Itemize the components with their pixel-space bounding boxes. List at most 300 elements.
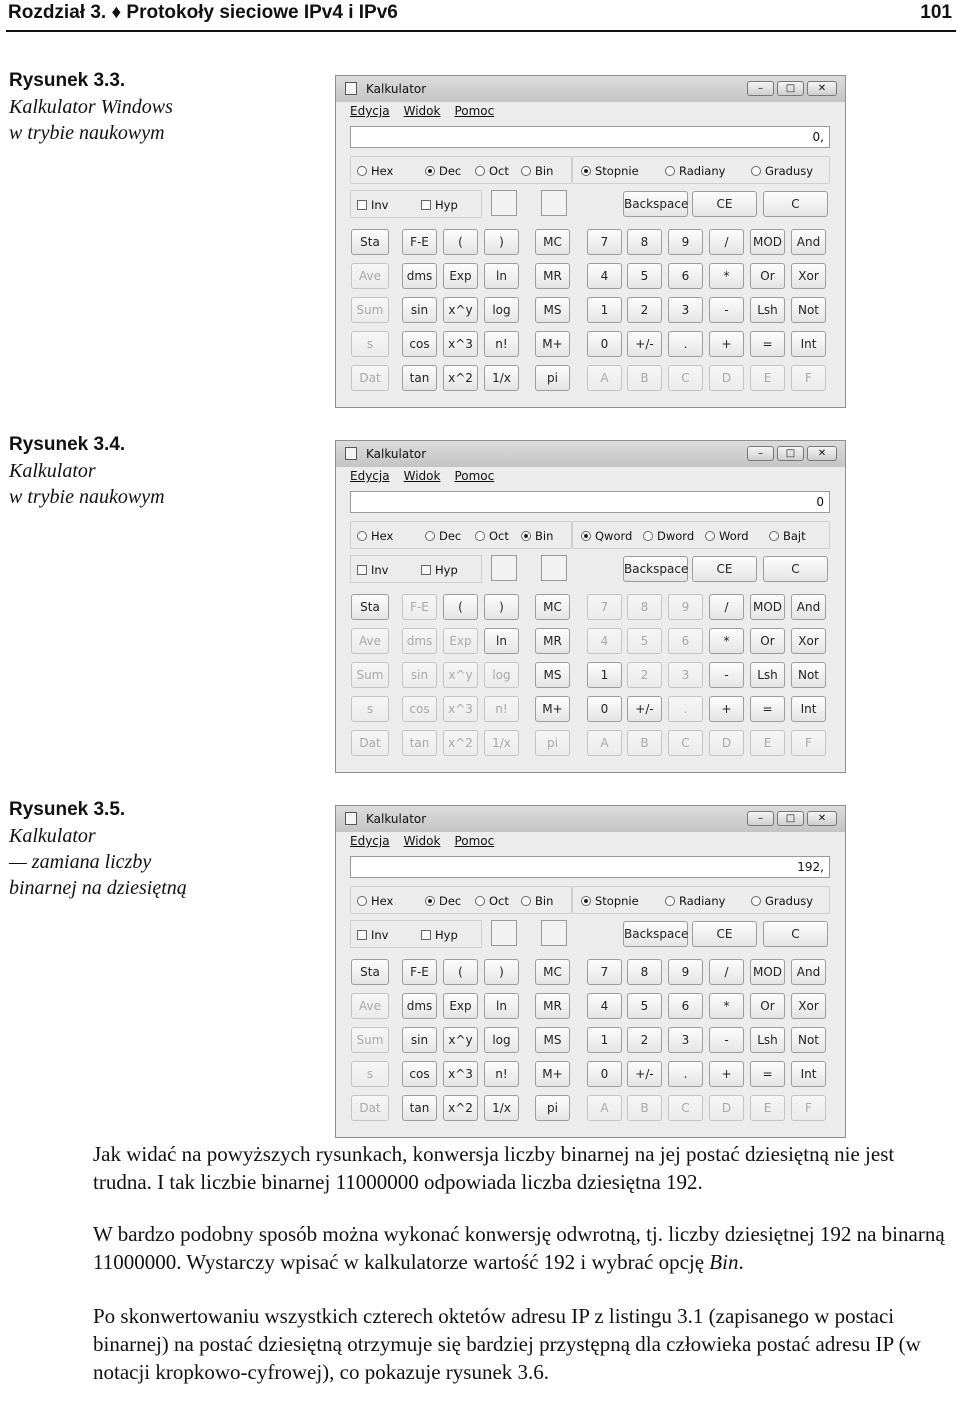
clear-button[interactable]: C: [763, 556, 828, 582]
radio-circle-icon: [521, 896, 531, 906]
radio-label: Radiany: [679, 164, 726, 178]
9-button[interactable]: 9: [668, 229, 703, 255]
d-button[interactable]: D: [709, 1095, 744, 1121]
s-button[interactable]: s: [351, 331, 389, 357]
radio-circle-icon: [769, 531, 779, 541]
7-button[interactable]: 7: [587, 229, 622, 255]
add-button[interactable]: +: [709, 696, 744, 722]
subtract-button[interactable]: -: [709, 662, 744, 688]
ln-button[interactable]: ln: [484, 993, 519, 1019]
cos-button[interactable]: cos: [402, 1061, 437, 1087]
ave-button[interactable]: Ave: [351, 263, 389, 289]
8-button[interactable]: 8: [627, 229, 662, 255]
f-e-button[interactable]: F-E: [402, 594, 437, 620]
radio-stopnie[interactable]: [581, 164, 639, 178]
hyp-checkbox[interactable]: [421, 563, 458, 577]
6-button[interactable]: 6: [668, 263, 703, 289]
log-button[interactable]: log: [484, 297, 519, 323]
mr-button[interactable]: MR: [535, 263, 570, 289]
and-button[interactable]: And: [791, 594, 826, 620]
sum-button[interactable]: Sum: [351, 1027, 389, 1053]
radio-circle-icon: [425, 896, 435, 906]
5-button[interactable]: 5: [627, 628, 662, 654]
4-button[interactable]: 4: [587, 628, 622, 654]
minimize-button[interactable]: –: [747, 811, 774, 826]
ave-button[interactable]: Ave: [351, 993, 389, 1019]
multiply-button[interactable]: *: [709, 263, 744, 289]
0-button[interactable]: 0: [587, 1061, 622, 1087]
e-button[interactable]: E: [750, 1095, 785, 1121]
menu-pomoc[interactable]: Pomoc: [454, 834, 495, 848]
figure-number: Rysunek 3.4.: [9, 434, 126, 455]
radio-label: Bin: [535, 529, 554, 543]
factorial-button[interactable]: n!: [484, 696, 519, 722]
radio-gradusy[interactable]: [751, 894, 813, 908]
radio-label: Hex: [371, 894, 394, 908]
paragraph-2-text: W bardzo podobny sposób można wykonać konwersję odwrotną, tj. liczby dziesiętnej 192 na binarną 11000000. Wystarczy wpisać w kalkulatorze wartość 192 i wybrać opcję: [93, 1222, 945, 1274]
d-button[interactable]: D: [709, 730, 744, 756]
maximize-button[interactable]: □: [777, 81, 804, 96]
menu-widok[interactable]: Widok: [403, 104, 441, 118]
page-number: 101: [920, 2, 952, 23]
radio-circle-icon: [425, 166, 435, 176]
equals-button[interactable]: =: [750, 331, 785, 357]
4-button[interactable]: 4: [587, 993, 622, 1019]
display-field[interactable]: 0: [350, 491, 830, 513]
cube-button[interactable]: x^3: [443, 1061, 478, 1087]
menu-edycja[interactable]: Edycja: [350, 834, 390, 848]
calculator-window-scientific-bin: [335, 440, 846, 773]
0-button[interactable]: 0: [587, 696, 622, 722]
paragraph-2: [93, 1220, 958, 1276]
radio-dec[interactable]: [425, 164, 461, 178]
e-button[interactable]: E: [750, 730, 785, 756]
square-button[interactable]: x^2: [443, 365, 478, 391]
figure-caption-3-4: [9, 432, 309, 510]
radio-qword[interactable]: [581, 529, 632, 543]
close-paren-button[interactable]: ): [484, 229, 519, 255]
minimize-button[interactable]: –: [747, 446, 774, 461]
backspace-button[interactable]: Backspace: [623, 191, 688, 217]
lsh-button[interactable]: Lsh: [750, 297, 785, 323]
subtract-button[interactable]: -: [709, 297, 744, 323]
radio-label: Gradusy: [765, 164, 814, 178]
3-button[interactable]: 3: [668, 662, 703, 688]
ce-button[interactable]: CE: [692, 556, 757, 582]
7-button[interactable]: 7: [587, 959, 622, 985]
decimal-button[interactable]: .: [668, 331, 703, 357]
c-button[interactable]: C: [668, 1095, 703, 1121]
subtract-button[interactable]: -: [709, 1027, 744, 1053]
parenthesis-indicator: [541, 920, 567, 946]
b-button[interactable]: B: [627, 1095, 662, 1121]
pi-button[interactable]: pi: [535, 730, 570, 756]
checkbox-label: Inv: [371, 198, 389, 212]
radio-circle-icon: [475, 531, 485, 541]
radio-circle-icon: [357, 531, 367, 541]
base-radio-group: [350, 886, 572, 914]
radio-stopnie[interactable]: [581, 894, 639, 908]
radio-label: Word: [719, 529, 749, 543]
caption-line: w trybie naukowym: [9, 122, 165, 144]
ln-button[interactable]: ln: [484, 628, 519, 654]
radio-label: Radiany: [679, 894, 726, 908]
d-button[interactable]: D: [709, 365, 744, 391]
radio-circle-icon: [425, 531, 435, 541]
s-button[interactable]: s: [351, 696, 389, 722]
sta-button[interactable]: Sta: [351, 594, 389, 620]
square-button[interactable]: x^2: [443, 1095, 478, 1121]
ave-button[interactable]: Ave: [351, 628, 389, 654]
b-button[interactable]: B: [627, 730, 662, 756]
radio-bajt[interactable]: [769, 529, 806, 543]
maximize-button[interactable]: □: [777, 811, 804, 826]
power-button[interactable]: x^y: [443, 1027, 478, 1053]
f-e-button[interactable]: F-E: [402, 229, 437, 255]
radio-bin[interactable]: [521, 894, 553, 908]
menu-bar: [350, 469, 508, 483]
checkbox-box-icon: [357, 200, 367, 210]
plus-minus-button[interactable]: +/-: [627, 1061, 662, 1087]
radio-circle-icon: [581, 896, 591, 906]
s-button[interactable]: s: [351, 1061, 389, 1087]
calculator-window-scientific-dec: [335, 75, 846, 408]
radio-circle-icon: [475, 896, 485, 906]
menu-pomoc[interactable]: Pomoc: [454, 104, 495, 118]
decimal-button[interactable]: .: [668, 696, 703, 722]
sum-button[interactable]: Sum: [351, 662, 389, 688]
radio-label: Hex: [371, 529, 394, 543]
exp-button[interactable]: Exp: [443, 263, 478, 289]
a-button[interactable]: A: [587, 1095, 622, 1121]
or-button[interactable]: Or: [750, 263, 785, 289]
radio-circle-icon: [665, 166, 675, 176]
parenthesis-indicator: [541, 190, 567, 216]
not-button[interactable]: Not: [791, 662, 826, 688]
parenthesis-indicator: [541, 555, 567, 581]
mc-button[interactable]: MC: [535, 959, 570, 985]
or-button[interactable]: Or: [750, 993, 785, 1019]
decimal-button[interactable]: .: [668, 1061, 703, 1087]
paragraph-3: Po skonwertowaniu wszystkich czterech oktetów adresu IP z listingu 3.1 (zapisanego w postaci binarnej) na postać dziesiętną otrzymuje się bardziej przystępną dla człowieka postać adresu IP (w notacji kropkowo-cyfrowej), co pokazuje rysunek 3.6.: [93, 1304, 921, 1384]
add-button[interactable]: +: [709, 331, 744, 357]
radio-bin[interactable]: [521, 164, 553, 178]
menu-widok[interactable]: Widok: [403, 469, 441, 483]
close-paren-button[interactable]: ): [484, 959, 519, 985]
inv-hyp-group: [350, 920, 482, 948]
radio-hex[interactable]: [357, 529, 393, 543]
tan-button[interactable]: tan: [402, 1095, 437, 1121]
inv-hyp-group: [350, 555, 482, 583]
mc-button[interactable]: MC: [535, 229, 570, 255]
mod-button[interactable]: MOD: [750, 594, 785, 620]
not-button[interactable]: Not: [791, 1027, 826, 1053]
7-button[interactable]: 7: [587, 594, 622, 620]
mc-button[interactable]: MC: [535, 594, 570, 620]
menu-edycja[interactable]: Edycja: [350, 104, 390, 118]
tan-button[interactable]: tan: [402, 730, 437, 756]
radio-oct[interactable]: [475, 894, 509, 908]
cube-button[interactable]: x^3: [443, 696, 478, 722]
caption-line: w trybie naukowym: [9, 486, 165, 508]
menu-widok[interactable]: Widok: [403, 834, 441, 848]
divide-button[interactable]: /: [709, 229, 744, 255]
open-paren-button[interactable]: (: [443, 959, 478, 985]
radio-radiany[interactable]: [665, 894, 725, 908]
equals-button[interactable]: =: [750, 696, 785, 722]
paragraph-1: Jak widać na powyższych rysunkach, konwersja liczby binarnej na jej postać dziesiętną nie jest trudna. I tak liczbie binarnej 11000000 odpowiada liczba dziesiętna 192.: [93, 1142, 895, 1194]
plus-minus-button[interactable]: +/-: [627, 331, 662, 357]
checkbox-box-icon: [421, 565, 431, 575]
radio-radiany[interactable]: [665, 164, 725, 178]
ms-button[interactable]: MS: [535, 662, 570, 688]
title-bar: [336, 76, 845, 102]
m--button[interactable]: M+: [535, 1061, 570, 1087]
xor-button[interactable]: Xor: [791, 993, 826, 1019]
radio-label: Dec: [439, 164, 462, 178]
inv-checkbox[interactable]: [357, 198, 389, 212]
divide-button[interactable]: /: [709, 959, 744, 985]
radio-circle-icon: [751, 166, 761, 176]
log-button[interactable]: log: [484, 662, 519, 688]
open-paren-button[interactable]: (: [443, 229, 478, 255]
divide-button[interactable]: /: [709, 594, 744, 620]
radio-bin[interactable]: [521, 529, 553, 543]
log-button[interactable]: log: [484, 1027, 519, 1053]
cos-button[interactable]: cos: [402, 696, 437, 722]
radio-hex[interactable]: [357, 164, 393, 178]
equals-button[interactable]: =: [750, 1061, 785, 1087]
6-button[interactable]: 6: [668, 628, 703, 654]
hyp-checkbox[interactable]: [421, 198, 458, 212]
sta-button[interactable]: Sta: [351, 229, 389, 255]
f-button[interactable]: F: [791, 1095, 826, 1121]
4-button[interactable]: 4: [587, 263, 622, 289]
close-paren-button[interactable]: ): [484, 594, 519, 620]
menu-pomoc[interactable]: Pomoc: [454, 469, 495, 483]
clear-button[interactable]: C: [763, 191, 828, 217]
5-button[interactable]: 5: [627, 263, 662, 289]
radio-circle-icon: [475, 166, 485, 176]
radio-label: Stopnie: [595, 164, 639, 178]
display-field[interactable]: 192,: [350, 856, 830, 878]
and-button[interactable]: And: [791, 229, 826, 255]
sta-button[interactable]: Sta: [351, 959, 389, 985]
sin-button[interactable]: sin: [402, 662, 437, 688]
radio-label: Qword: [595, 529, 633, 543]
and-button[interactable]: And: [791, 959, 826, 985]
mr-button[interactable]: MR: [535, 628, 570, 654]
9-button[interactable]: 9: [668, 594, 703, 620]
sum-button[interactable]: Sum: [351, 297, 389, 323]
tan-button[interactable]: tan: [402, 365, 437, 391]
8-button[interactable]: 8: [627, 594, 662, 620]
radio-circle-icon: [643, 531, 653, 541]
clear-button[interactable]: C: [763, 921, 828, 947]
inv-hyp-group: [350, 190, 482, 218]
close-button[interactable]: ✕: [807, 81, 837, 96]
paragraph-2-bin: Bin: [709, 1250, 739, 1274]
b-button[interactable]: B: [627, 365, 662, 391]
radio-word[interactable]: [705, 529, 749, 543]
minimize-button[interactable]: –: [747, 81, 774, 96]
xor-button[interactable]: Xor: [791, 628, 826, 654]
cube-button[interactable]: x^3: [443, 331, 478, 357]
memory-indicator: [491, 190, 517, 216]
dat-button[interactable]: Dat: [351, 365, 389, 391]
radio-dec[interactable]: [425, 894, 461, 908]
mod-button[interactable]: MOD: [750, 959, 785, 985]
radio-label: Bin: [535, 894, 554, 908]
pi-button[interactable]: pi: [535, 1095, 570, 1121]
caption-line: binarnej na dziesiętną: [9, 877, 187, 899]
multiply-button[interactable]: *: [709, 993, 744, 1019]
radio-circle-icon: [357, 166, 367, 176]
radio-label: Dword: [657, 529, 695, 543]
m--button[interactable]: M+: [535, 696, 570, 722]
window-title: Kalkulator: [366, 812, 427, 826]
3-button[interactable]: 3: [668, 297, 703, 323]
radio-label: Oct: [489, 894, 509, 908]
exp-button[interactable]: Exp: [443, 993, 478, 1019]
cos-button[interactable]: cos: [402, 331, 437, 357]
open-paren-button[interactable]: (: [443, 594, 478, 620]
add-button[interactable]: +: [709, 1061, 744, 1087]
0-button[interactable]: 0: [587, 331, 622, 357]
radio-oct[interactable]: [475, 164, 509, 178]
f-button[interactable]: F: [791, 730, 826, 756]
menu-edycja[interactable]: Edycja: [350, 469, 390, 483]
checkbox-label: Hyp: [435, 563, 458, 577]
mr-button[interactable]: MR: [535, 993, 570, 1019]
lsh-button[interactable]: Lsh: [750, 1027, 785, 1053]
caption-line: Kalkulator: [9, 460, 96, 482]
reciprocal-button[interactable]: 1/x: [484, 1095, 519, 1121]
backspace-button[interactable]: Backspace: [623, 921, 688, 947]
menu-bar: [350, 834, 508, 848]
dms-button[interactable]: dms: [402, 993, 437, 1019]
1-button[interactable]: 1: [587, 297, 622, 323]
checkbox-label: Hyp: [435, 198, 458, 212]
int-button[interactable]: Int: [791, 696, 826, 722]
figure-number: Rysunek 3.3.: [9, 70, 126, 91]
radio-circle-icon: [705, 531, 715, 541]
hyp-checkbox[interactable]: [421, 928, 458, 942]
radio-label: Dec: [439, 529, 462, 543]
2-button[interactable]: 2: [627, 1027, 662, 1053]
5-button[interactable]: 5: [627, 993, 662, 1019]
9-button[interactable]: 9: [668, 959, 703, 985]
exp-button[interactable]: Exp: [443, 628, 478, 654]
caption-line: Kalkulator: [9, 825, 96, 847]
checkbox-label: Inv: [371, 928, 389, 942]
close-button[interactable]: ✕: [807, 446, 837, 461]
a-button[interactable]: A: [587, 730, 622, 756]
plus-minus-button[interactable]: +/-: [627, 696, 662, 722]
3-button[interactable]: 3: [668, 1027, 703, 1053]
close-button[interactable]: ✕: [807, 811, 837, 826]
radio-dec[interactable]: [425, 529, 461, 543]
or-button[interactable]: Or: [750, 628, 785, 654]
1-button[interactable]: 1: [587, 1027, 622, 1053]
window-title: Kalkulator: [366, 447, 427, 461]
reciprocal-button[interactable]: 1/x: [484, 730, 519, 756]
window-title: Kalkulator: [366, 82, 427, 96]
factorial-button[interactable]: n!: [484, 1061, 519, 1087]
radio-hex[interactable]: [357, 894, 393, 908]
ms-button[interactable]: MS: [535, 1027, 570, 1053]
f-e-button[interactable]: F-E: [402, 959, 437, 985]
pi-button[interactable]: pi: [535, 365, 570, 391]
multiply-button[interactable]: *: [709, 628, 744, 654]
ms-button[interactable]: MS: [535, 297, 570, 323]
factorial-button[interactable]: n!: [484, 331, 519, 357]
radio-circle-icon: [521, 166, 531, 176]
int-button[interactable]: Int: [791, 331, 826, 357]
inv-checkbox[interactable]: [357, 928, 389, 942]
ce-button[interactable]: CE: [692, 921, 757, 947]
int-button[interactable]: Int: [791, 1061, 826, 1087]
checkbox-box-icon: [357, 930, 367, 940]
radio-circle-icon: [581, 531, 591, 541]
backspace-button[interactable]: Backspace: [623, 556, 688, 582]
2-button[interactable]: 2: [627, 662, 662, 688]
calculator-app-icon: [345, 82, 357, 95]
ln-button[interactable]: ln: [484, 263, 519, 289]
radio-label: Gradusy: [765, 894, 814, 908]
1-button[interactable]: 1: [587, 662, 622, 688]
radio-circle-icon: [751, 896, 761, 906]
a-button[interactable]: A: [587, 365, 622, 391]
m--button[interactable]: M+: [535, 331, 570, 357]
ce-button[interactable]: CE: [692, 191, 757, 217]
radio-oct[interactable]: [475, 529, 509, 543]
dat-button[interactable]: Dat: [351, 730, 389, 756]
figure-number: Rysunek 3.5.: [9, 799, 126, 820]
radio-gradusy[interactable]: [751, 164, 813, 178]
xor-button[interactable]: Xor: [791, 263, 826, 289]
f-button[interactable]: F: [791, 365, 826, 391]
not-button[interactable]: Not: [791, 297, 826, 323]
figure-caption-3-5: [9, 797, 309, 901]
dat-button[interactable]: Dat: [351, 1095, 389, 1121]
reciprocal-button[interactable]: 1/x: [484, 365, 519, 391]
6-button[interactable]: 6: [668, 993, 703, 1019]
c-button[interactable]: C: [668, 365, 703, 391]
e-button[interactable]: E: [750, 365, 785, 391]
base-radio-group: [350, 156, 572, 184]
checkbox-box-icon: [421, 200, 431, 210]
display-field[interactable]: 0,: [350, 126, 830, 148]
c-button[interactable]: C: [668, 730, 703, 756]
dms-button[interactable]: dms: [402, 628, 437, 654]
header-rule: [6, 30, 956, 32]
lsh-button[interactable]: Lsh: [750, 662, 785, 688]
mod-button[interactable]: MOD: [750, 229, 785, 255]
power-button[interactable]: x^y: [443, 662, 478, 688]
inv-checkbox[interactable]: [357, 563, 389, 577]
dms-button[interactable]: dms: [402, 263, 437, 289]
radio-dword[interactable]: [643, 529, 694, 543]
power-button[interactable]: x^y: [443, 297, 478, 323]
maximize-button[interactable]: □: [777, 446, 804, 461]
8-button[interactable]: 8: [627, 959, 662, 985]
radio-label: Dec: [439, 894, 462, 908]
square-button[interactable]: x^2: [443, 730, 478, 756]
sin-button[interactable]: sin: [402, 1027, 437, 1053]
2-button[interactable]: 2: [627, 297, 662, 323]
sin-button[interactable]: sin: [402, 297, 437, 323]
